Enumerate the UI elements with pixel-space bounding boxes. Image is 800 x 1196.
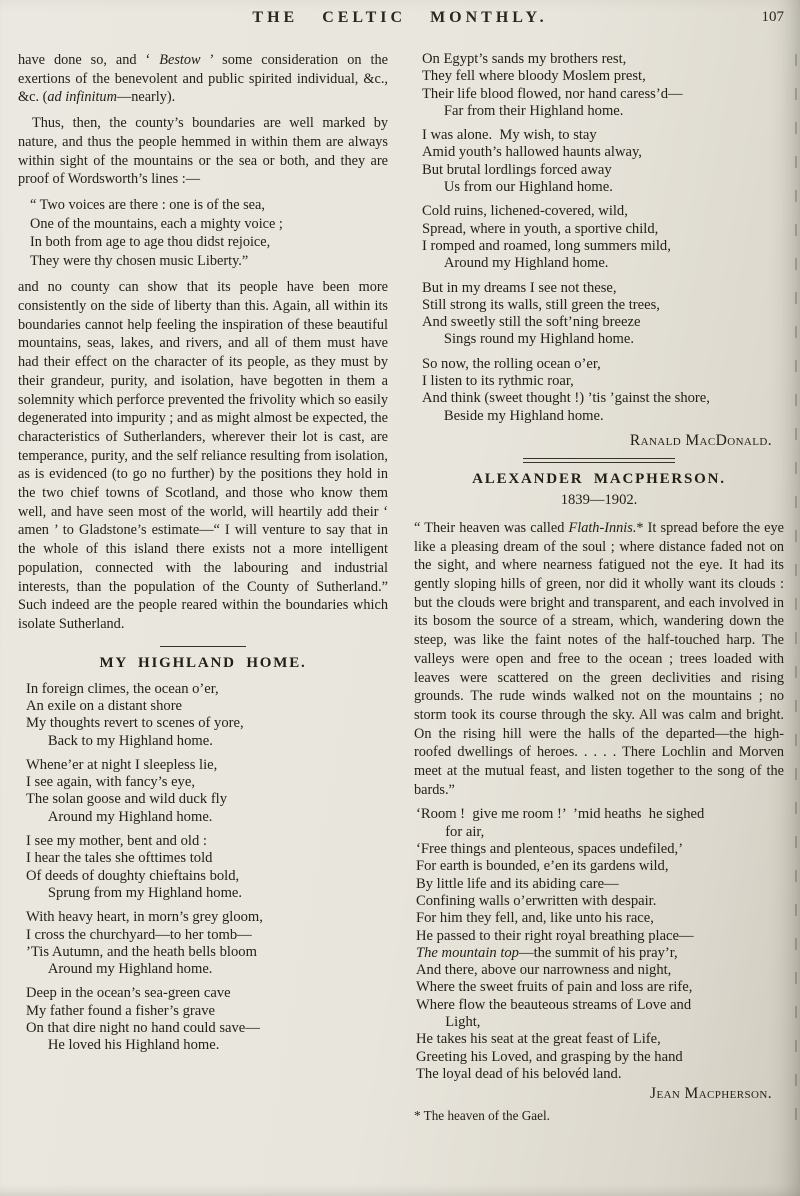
text-segment: But brutal lordlings forced away <box>422 161 612 178</box>
poem-line <box>30 196 388 215</box>
poem-line <box>26 944 388 961</box>
text-segment: Cold ruins, lichened-covered, wild, <box>422 203 628 220</box>
italic-text: ad infinitum <box>47 89 117 106</box>
poem-line <box>416 824 784 841</box>
text-segment: Still strong its walls, still green the trees, <box>422 296 660 313</box>
text-segment: My thoughts revert to scenes of yore, <box>26 715 244 732</box>
page-header <box>0 0 800 43</box>
text-segment: I hear the tales she ofttimes told <box>26 850 213 867</box>
text-segment: He takes his seat at the great feast of Life, <box>416 1031 661 1048</box>
two-column-layout <box>0 43 800 1124</box>
text-segment: For him they fell, and, like unto his race, <box>416 910 654 927</box>
poem-line <box>422 314 784 331</box>
quoted-paragraph <box>414 519 784 800</box>
poem-line <box>422 255 784 272</box>
text-segment: Light, <box>416 1014 481 1031</box>
poem-line <box>422 203 784 220</box>
poem-line <box>26 909 388 926</box>
footnote: * The heaven of the Gael. <box>414 1108 550 1124</box>
text-segment: I romped and roamed, long summers mild, <box>422 237 671 254</box>
poem-line <box>416 928 784 945</box>
poem-line <box>422 221 784 238</box>
wordsworth-quote <box>30 196 388 270</box>
text-segment: An exile on a distant shore <box>26 697 183 714</box>
text-segment: They were thy chosen music Liberty.” <box>30 252 249 269</box>
poem-stanza <box>422 203 784 272</box>
poem-line <box>26 791 388 808</box>
text-segment: Of deeds of doughty chieftains bold, <box>26 867 240 884</box>
poem-line <box>26 1037 388 1054</box>
text-segment: Where the sweet fruits of pain and loss are rife, <box>416 979 693 996</box>
text-segment: For earth is bounded, e’en its gardens wild, <box>416 858 669 875</box>
poem-line <box>422 103 784 120</box>
text-segment: They fell where bloody Moslem prest, <box>422 68 646 85</box>
text-segment: And sweetly still the soft’ning breeze <box>422 314 641 331</box>
poem-line <box>416 1031 784 1048</box>
poem-line <box>416 910 784 927</box>
poem-line <box>26 757 388 774</box>
text-segment: In foreign climes, the ocean o’er, <box>26 680 219 697</box>
italic-text: Bestow <box>159 52 201 68</box>
poem-stanza <box>26 985 388 1054</box>
poem-line <box>416 962 784 979</box>
text-segment: “ Two voices are there : one is of the sea, <box>30 196 265 213</box>
text-segment: “ Their heaven was called <box>414 519 569 536</box>
text-segment: Greeting his Loved, and grasping by the hand <box>416 1048 683 1065</box>
text-segment: Where flow the beauteous streams of Love and <box>416 996 692 1013</box>
poem-line <box>26 868 388 885</box>
text-segment: So now, the rolling ocean o’er, <box>422 355 601 372</box>
text-segment: I listen to its rythmic roar, <box>422 373 574 390</box>
poem-line <box>26 885 388 902</box>
text-segment: Far from their Highland home. <box>422 102 624 119</box>
text-segment: have done so, and ‘ <box>18 52 160 68</box>
poem-line <box>26 774 388 791</box>
text-segment: * It spread before the eye like a pleasing dream of the soul ; where distance faded not on the sight, and where nearness fatigued not the eye. It had its gently sloping hills of green, nor did it wholly want its clouds : but the clouds were bright and transparent, and each involved in its bosom the source of a stream, which, wandering down the steep, was like the faint notes of the half-touched harp. The valleys were open and free to the ocean ; trees loaded with leaves were scattered on the green declivities and rising grounds. The rude winds walked not on the mountains ; no storm took its course through the sky. All was calm and bright. On the rising hill were the halls of the departed—the high-roofed dwellings of heroes. . . . . There Lochlin and Morven meet at the mutual feast, and listen together to the song of the bards.” <box>414 519 784 798</box>
poem-line <box>26 850 388 867</box>
text-segment: Confining walls o’erwritten with despair. <box>416 892 657 909</box>
poem-line <box>26 985 388 1002</box>
text-segment: Spread, where in youth, a sportive child, <box>422 220 659 237</box>
poem-line <box>422 179 784 196</box>
poem-line <box>416 1066 784 1083</box>
poem-line <box>26 1020 388 1037</box>
text-segment: Around my Highland home. <box>26 808 213 825</box>
poem-line <box>422 86 784 103</box>
poem-elegy <box>416 806 784 1083</box>
poem-line <box>422 68 784 85</box>
poem-line <box>30 252 388 271</box>
text-segment: He passed to their right royal breathing place— <box>416 927 694 944</box>
poem-line <box>416 841 784 858</box>
section-divider <box>160 646 246 647</box>
poem-line <box>416 858 784 875</box>
text-segment: On Egypt’s sands my brothers rest, <box>422 51 627 67</box>
poem-line <box>26 681 388 698</box>
poem-line <box>26 1003 388 1020</box>
text-segment: Around my Highland home. <box>26 961 213 978</box>
text-segment: He loved his Highland home. <box>26 1037 220 1054</box>
paragraph-continuation <box>18 51 388 107</box>
text-segment: ‘Free things and plenteous, spaces undefiled,’ <box>416 841 684 858</box>
section-heading-my-highland-home: MY HIGHLAND HOME. <box>99 654 307 671</box>
left-column <box>18 51 388 1124</box>
poem-line <box>26 833 388 850</box>
text-segment: Their life blood flowed, nor hand caress’d— <box>422 85 683 102</box>
poem-line <box>30 215 388 234</box>
poem-stanza <box>26 757 388 826</box>
poem-my-highland-home-part2 <box>422 51 784 425</box>
poem-line <box>422 373 784 390</box>
poem-stanza <box>422 51 784 120</box>
poem-line <box>422 390 784 407</box>
author-signature: Ranald MacDonald. <box>629 431 772 449</box>
poem-stanza <box>422 356 784 425</box>
paragraph: and no county can show that its people have been more consistently on the side of liberty than this. Again, all within its boundaries cannot help feeling the inspiration of these beautiful mountains, seas, lakes, and rivers, and all of them must have had their effect on the character of its people, as they must by their grandeur, purity, and isolation, have begotten in them a solemnity which perforce prevented the frivolity which so easily degenerated into impurity ; and as might almost be expected, the characteristics of Sutherlanders, wherever their lot is cast, are temperance, purity, and the self reliance resulting from isolation, as is evidenced (to go no further) by the positions they hold in the two chief towns of Scotland, and those who know them well, and have seen most of the world, will heartily add their ‘ amen ’ to Gladstone’s estimate—“ I will venture to say that in the whole of this island there exists not a more intelligent population, connected with the labouring and industrial interests, than the population of the County of Sutherland.” Such indeed are the people reared within the boundaries which isolate Sutherland. <box>18 279 388 632</box>
poem-line <box>422 51 784 68</box>
section-divider-double <box>523 458 675 463</box>
poem-line <box>26 809 388 826</box>
page-number: 107 <box>761 9 784 25</box>
paragraph: Thus, then, the county’s boundaries are well marked by nature, and thus the people hemmed in within them are always within sight of the mountains or the sea or both, and they are proof of Wordsworth’s lines :— <box>18 115 388 188</box>
poem-line <box>26 698 388 715</box>
text-segment: By little life and its abiding care— <box>416 875 619 892</box>
poem-line <box>422 280 784 297</box>
poem-stanza <box>422 280 784 349</box>
text-segment: I cross the churchyard—to her tomb— <box>26 926 252 943</box>
poem-stanza <box>422 127 784 196</box>
text-segment: for air, <box>416 823 485 840</box>
text-segment: In both from age to age thou didst rejoice, <box>30 234 271 251</box>
text-segment: My father found a fisher’s grave <box>26 1002 215 1019</box>
text-segment: Sings round my Highland home. <box>422 331 635 348</box>
text-segment: Back to my Highland home. <box>26 732 213 749</box>
poem-line <box>26 733 388 750</box>
poem-line <box>416 876 784 893</box>
text-segment: I was alone. My wish, to stay <box>422 127 597 144</box>
poem-line <box>416 997 784 1014</box>
text-segment: Around my Highland home. <box>422 255 609 272</box>
text-segment: ’Tis Autumn, and the heath bells bloom <box>26 943 257 960</box>
text-segment: ‘Room ! give me room !’ ’mid heaths he sighed <box>416 806 705 823</box>
section-heading-alexander-macpherson: ALEXANDER MACPHERSON. <box>472 470 726 487</box>
poem-line <box>422 297 784 314</box>
poem-line <box>422 162 784 179</box>
poem-line <box>416 1049 784 1066</box>
poem-line <box>422 127 784 144</box>
text-segment: With heavy heart, in morn’s grey gloom, <box>26 909 263 926</box>
text-segment: The solan goose and wild duck fly <box>26 791 228 808</box>
poem-line <box>416 945 784 962</box>
text-segment: ’ some consideration on the exertions of the benevolent and public spirited individual, &c., &c. ( <box>18 52 388 106</box>
poem-my-highland-home-part1 <box>26 681 388 1055</box>
life-dates: 1839—1902. <box>560 491 638 508</box>
text-segment: I see my mother, bent and old : <box>26 833 207 850</box>
text-segment: —the summit of his pray’r, <box>518 944 678 961</box>
poem-line <box>26 715 388 732</box>
text-segment: And there, above our narrowness and night, <box>416 962 672 979</box>
poem-line <box>422 356 784 373</box>
text-segment: Beside my Highland home. <box>422 407 604 424</box>
poem-line <box>416 893 784 910</box>
text-segment: And think (sweet thought !) ’tis ’gainst the shore, <box>422 390 710 407</box>
italic-text: Flath-Innis. <box>568 519 637 536</box>
text-segment: —nearly). <box>116 89 176 106</box>
poem-stanza <box>26 909 388 978</box>
text-segment: Amid youth’s hallowed haunts alway, <box>422 144 642 161</box>
text-segment: But in my dreams I see not these, <box>422 279 617 296</box>
publication-title: THE CELTIC MONTHLY. <box>252 9 548 26</box>
poem-line <box>416 806 784 823</box>
poem-line <box>422 144 784 161</box>
poem-stanza <box>26 681 388 750</box>
poem-line <box>416 979 784 996</box>
poem-line <box>416 1014 784 1031</box>
text-segment: Sprung from my Highland home. <box>26 884 243 901</box>
poem-line <box>422 408 784 425</box>
text-segment: On that dire night no hand could save— <box>26 1020 260 1036</box>
italic-text: The mountain top <box>416 944 519 961</box>
text-segment: The loyal dead of his belovéd land. <box>416 1065 622 1082</box>
poem-line <box>26 961 388 978</box>
text-segment: I see again, with fancy’s eye, <box>26 774 195 791</box>
poem-stanza <box>26 833 388 902</box>
poem-line <box>422 238 784 255</box>
text-segment: Deep in the ocean’s sea-green cave <box>26 985 231 1002</box>
text-segment: Whene’er at night I sleepless lie, <box>26 756 218 773</box>
poem-line <box>30 233 388 252</box>
text-segment: Us from our Highland home. <box>422 179 613 196</box>
right-column <box>414 51 784 1124</box>
poem-line <box>422 331 784 348</box>
author-signature: Jean Macpherson. <box>650 1085 772 1103</box>
text-segment: One of the mountains, each a mighty voice ; <box>30 215 283 232</box>
poem-line <box>26 927 388 944</box>
